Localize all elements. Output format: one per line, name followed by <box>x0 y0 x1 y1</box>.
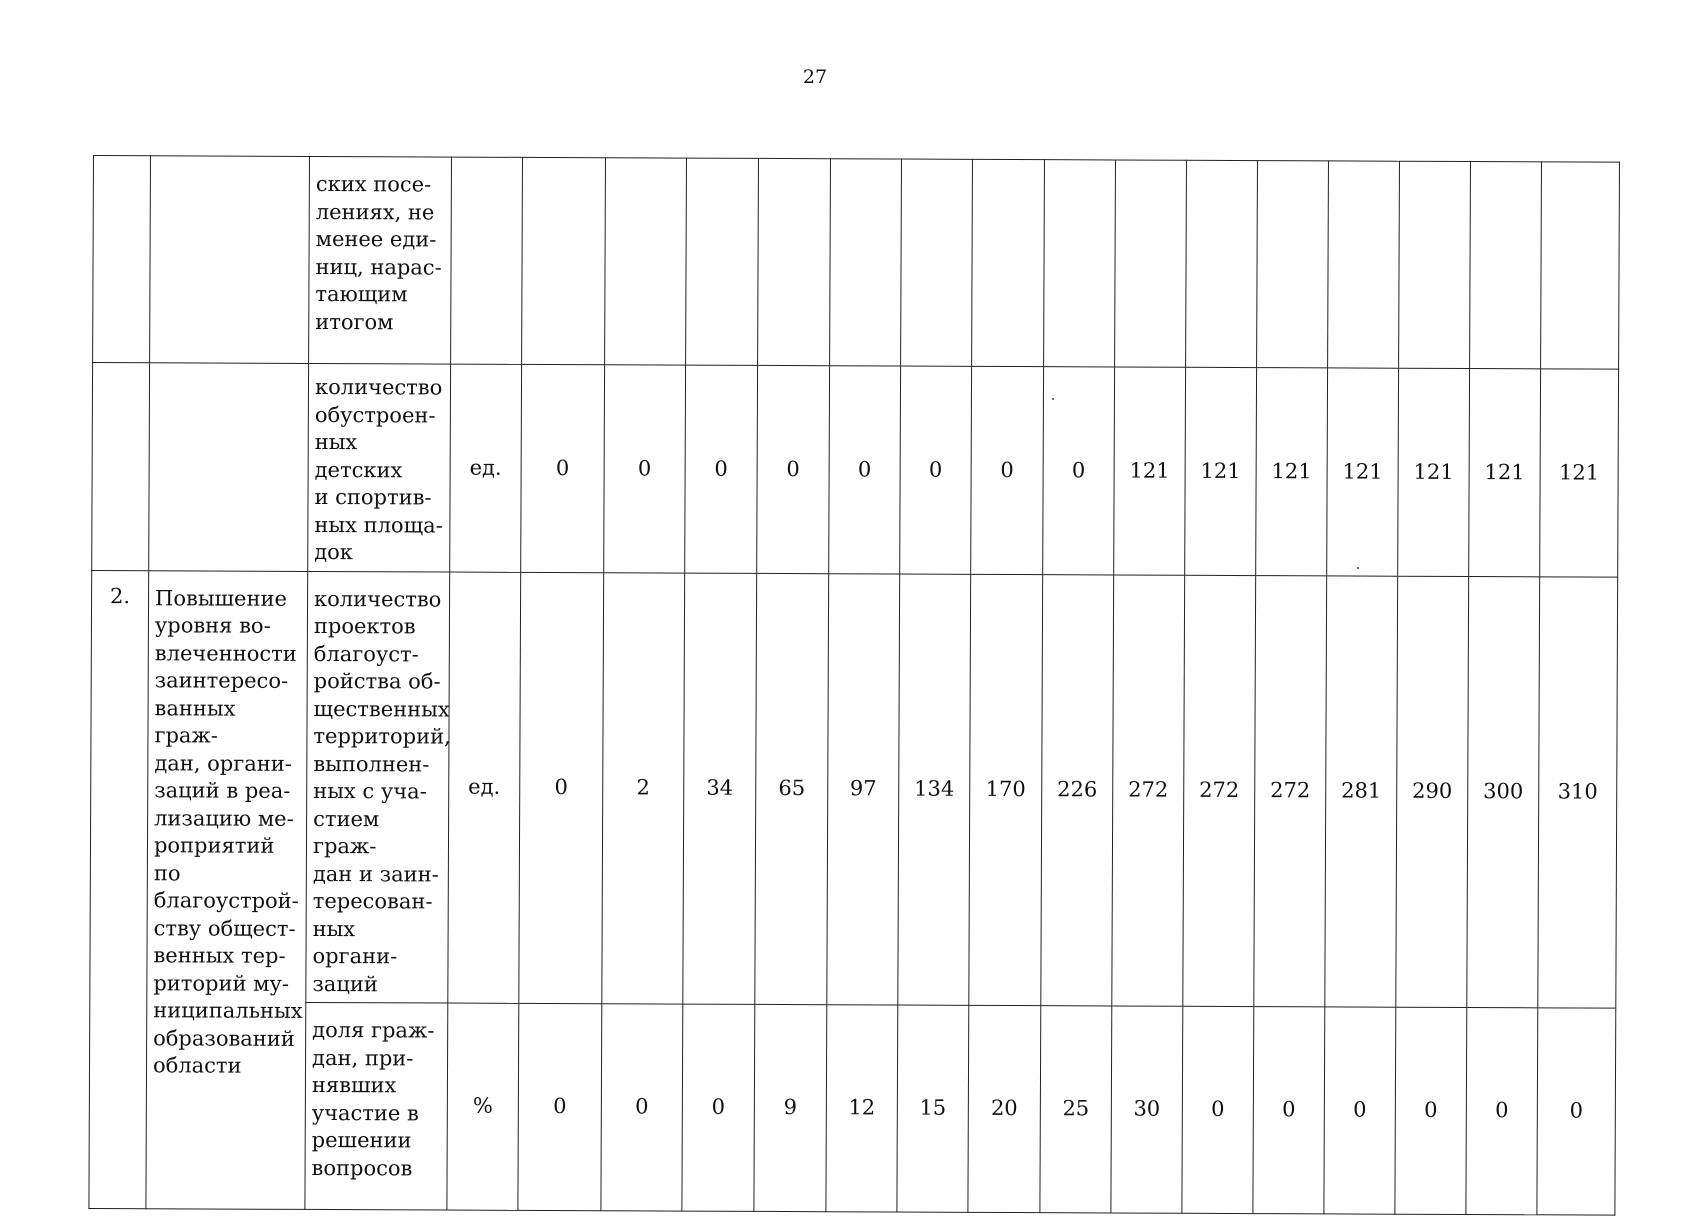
value-cell <box>1186 160 1258 367</box>
unit-cell: % <box>447 1003 519 1210</box>
value-cell: 170 <box>969 574 1043 1006</box>
value-cell: 121 <box>1327 368 1399 576</box>
value-cell <box>1541 162 1620 369</box>
value-cell <box>1328 161 1400 368</box>
value-cell: 65 <box>755 573 829 1005</box>
value-cell: 0 <box>685 365 758 573</box>
value-cell: 0 <box>829 366 901 574</box>
row-number-cell <box>92 363 150 571</box>
value-cell: 34 <box>683 573 757 1005</box>
value-cell: 15 <box>897 1005 969 1212</box>
scan-speck <box>1357 567 1359 569</box>
unit-cell <box>451 157 523 364</box>
value-cell: 0 <box>1324 1007 1396 1214</box>
value-cell: 290 <box>1396 576 1469 1008</box>
value-cell: 30 <box>1111 1006 1183 1213</box>
table-row <box>92 363 1619 577</box>
value-cell: 121 <box>1398 368 1470 576</box>
value-cell: 0 <box>971 366 1044 574</box>
value-cell: 9 <box>754 1004 827 1211</box>
goal-cell <box>149 363 309 571</box>
value-cell: 0 <box>519 572 604 1004</box>
indicator-name-text: ских посе- лениях, не менее еди- ниц, нарас- тающим итогом <box>315 171 442 334</box>
value-cell: 0 <box>1253 1007 1325 1214</box>
value-cell: 0 <box>900 366 972 574</box>
value-cell: 2 <box>602 572 685 1004</box>
indicators-table <box>88 155 1620 1216</box>
value-cell: 272 <box>1254 575 1327 1007</box>
unit-cell: ед. <box>448 572 521 1004</box>
value-cell: 0 <box>1182 1006 1254 1213</box>
value-cell: 121 <box>1540 369 1619 577</box>
value-cell: 121 <box>1114 367 1186 575</box>
value-cell: 12 <box>826 1005 898 1212</box>
value-cell: 97 <box>827 573 900 1005</box>
value-cell <box>1044 160 1116 367</box>
value-cell <box>830 159 902 366</box>
goal-cell <box>150 156 310 364</box>
value-cell: 0 <box>604 365 686 573</box>
value-cell: 121 <box>1256 368 1328 576</box>
indicator-name-text: количество обустроен- ных детских и спортив- ных площа- док <box>314 374 443 565</box>
value-cell: 0 <box>1043 367 1115 575</box>
value-cell <box>1399 161 1471 368</box>
indicator-name-cell <box>305 1002 448 1210</box>
table-row <box>93 156 1620 370</box>
value-cell: 300 <box>1467 576 1540 1008</box>
page-number: 27 <box>802 66 828 88</box>
row-number-cell <box>93 156 151 363</box>
indicator-name-cell <box>306 571 450 1003</box>
value-cell: 272 <box>1112 574 1185 1006</box>
value-cell: 0 <box>601 1004 683 1211</box>
row-number-cell: 2. <box>89 570 149 1209</box>
value-cell <box>1257 161 1329 368</box>
value-cell: 0 <box>1537 1008 1616 1215</box>
value-cell <box>605 158 687 365</box>
goal-text: Повышение уровня во- влеченности заинтересо- ванных граж- дан, органи- заций в реа- лизацию ме- роприятий по благоустрой- ству общест- венных тер- риторий му- ниципальных образований области <box>152 585 303 1078</box>
value-cell: 0 <box>521 364 605 572</box>
value-cell <box>686 158 759 365</box>
value-cell: 226 <box>1041 574 1114 1006</box>
indicator-name-cell <box>309 156 452 364</box>
goal-cell <box>146 570 308 1209</box>
value-cell <box>1470 162 1542 369</box>
value-cell <box>522 157 606 364</box>
indicator-name-text: количество проектов благоуст- ройства об- щественных территорий, выполнен- ных с уча- стием граж- дан и заин- тересован- ных органи- заций <box>312 586 451 996</box>
value-cell: 0 <box>757 365 830 573</box>
indicator-name-text: доля граж- дан, при- нявших участие в решении вопросов <box>311 1017 435 1180</box>
value-cell <box>901 159 973 366</box>
value-cell: 134 <box>898 574 971 1006</box>
indicator-name-cell <box>308 363 451 571</box>
value-cell: 20 <box>968 1005 1041 1212</box>
value-cell: 0 <box>1395 1007 1467 1214</box>
value-cell: 0 <box>518 1003 602 1210</box>
value-cell <box>1115 160 1187 367</box>
value-cell: 0 <box>682 1004 755 1211</box>
unit-cell: ед. <box>450 364 522 572</box>
value-cell: 272 <box>1183 575 1256 1007</box>
scan-speck <box>1052 398 1054 400</box>
value-cell: 0 <box>1466 1008 1538 1215</box>
value-cell: 121 <box>1185 367 1257 575</box>
value-cell: 281 <box>1325 575 1398 1007</box>
value-cell <box>758 158 831 365</box>
value-cell: 25 <box>1040 1006 1112 1213</box>
table-row <box>90 570 1618 1008</box>
table-row <box>89 1001 1616 1215</box>
value-cell <box>972 159 1045 366</box>
value-cell: 121 <box>1469 369 1541 577</box>
value-cell: 310 <box>1538 576 1618 1008</box>
